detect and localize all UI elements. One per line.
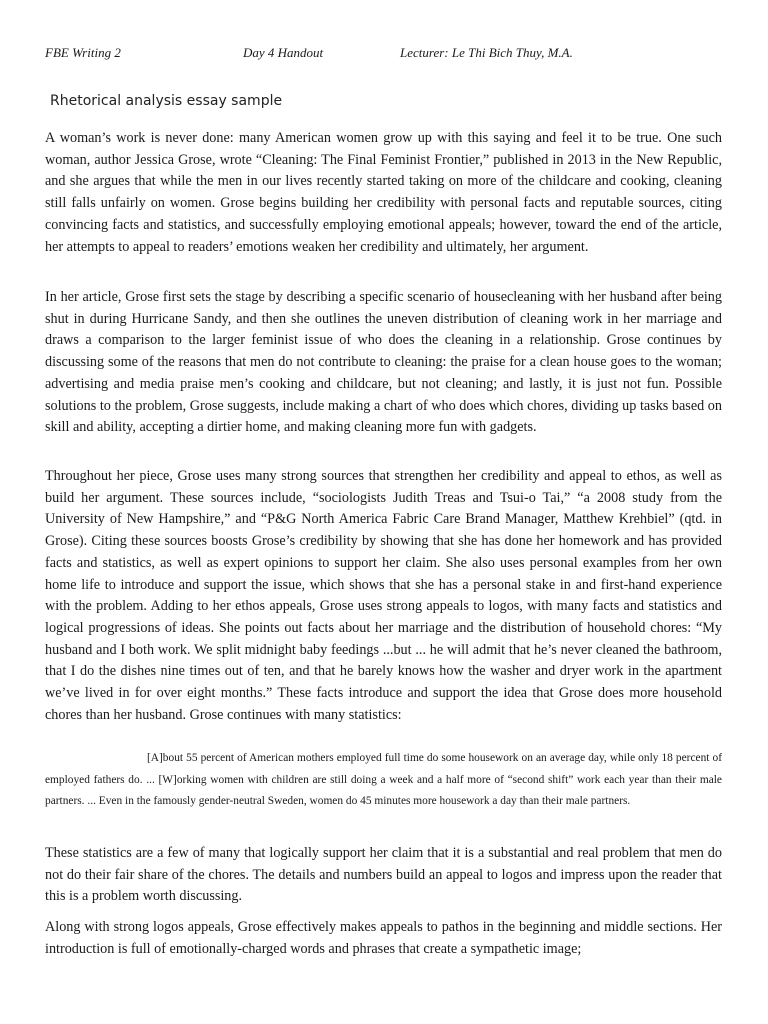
- paragraph-introduction: A woman’s work is never done: many American women grow up with this saying and feel it to be true. One such woman, author Jessica Grose, wrote “Cleaning: The Final Feminist Frontier,” published in 2013 in the New Republic, and she argues that while the men in our lives recently started taking on more of the childcare and cooking, cleaning still falls unfairly on women. Grose begins building her credibility with personal facts and reputable sources, citing convincing facts and statistics, and successfully employing emotional appeals; however, toward the end of the article, her attempts to appeal to readers’ emotions weaken her credibility and ultimately, her argument.: [45, 130, 722, 255]
- course-name: FBE Writing 2: [45, 45, 121, 60]
- paragraph-summary: In her article, Grose first sets the stage by describing a specific scenario of housecleaning with her husband after being shut in during Hurricane Sandy, and then she outlines the uneven distribution of cleaning work in her marriage and draws a comparison to the larger feminist issue of who does the cleaning in a relationship. Grose continues by discussing some of the reasons that men do not contribute to cleaning: the praise for a clean house goes to the woman; advertising and media praise men’s cooking and childcare, but not cleaning; and lastly, it is just not fun. Possible solutions to the problem, Grose suggests, include making a chart of who does which chores, dividing up tasks based on skill and ability, accepting a dirtier home, and making cleaning more fun with gadgets.: [45, 289, 722, 436]
- paragraph-statistics: These statistics are a few of many that logically support her claim that it is a substantial and real problem that men do not do their fair share of the chores. The details and numbers build an appeal to logos and impress upon the reader that this is a problem worth discussing.: [45, 845, 722, 905]
- paragraph-pathos: Along with strong logos appeals, Grose effectively makes appeals to pathos in the beginning and middle sections. Her introduction is full of emotionally-charged words and phrases that create a sympathetic image;: [45, 919, 722, 957]
- document-title: Rhetorical analysis essay sample: [50, 93, 283, 109]
- page-header: [45, 45, 723, 65]
- handout-label: Day 4 Handout: [243, 45, 324, 60]
- paragraph-ethos-logos: Throughout her piece, Grose uses many strong sources that strengthen her credibility and appeal to ethos, as well as build her argument. These sources include, “sociologists Judith Treas and Tsui-o Tai,” “a 2008 study from the University of New Hampshire,” and “P&G North America Fabric Care Brand Manager, Matthew Krehbiel” (qtd. in Grose). Citing these sources boosts Grose’s credibility by showing that she has done her homework and has provided facts and statistics, as well as expert opinions to support her claim. She also uses personal examples from her own home life to introduce and support the issue, which shows that she has a personal stake in and first-hand experience with the problem. Adding to her ethos appeals, Grose uses strong appeals to logos, with many facts and statistics and logical progressions of ideas. She points out facts about her marriage and the distribution of household chores: “My husband and I both work. We split midnight baby feedings ...but ... he will admit that he’s never cleaned the bathroom, that I do the dishes nine times out of ten, and that he barely knows how the washer and dryer work in the apartment we’ve lived in for over eight months.” These facts introduce and support the idea that Grose does more household chores than her husband. Grose continues with many statistics:: [45, 468, 722, 723]
- lecturer-name: Lecturer: Le Thi Bich Thuy, M.A.: [400, 45, 573, 60]
- block-quote: [A]bout 55 percent of American mothers employed full time do some housework on an average day, while only 18 percent of employed fathers do. ... [W]orking women with children are still doing a week and a half more of “second shift” work each year than their male partners. ... Even in the famously gender-neutral Sweden, women do 45 minutes more housework a day than their male partners.: [45, 752, 722, 807]
